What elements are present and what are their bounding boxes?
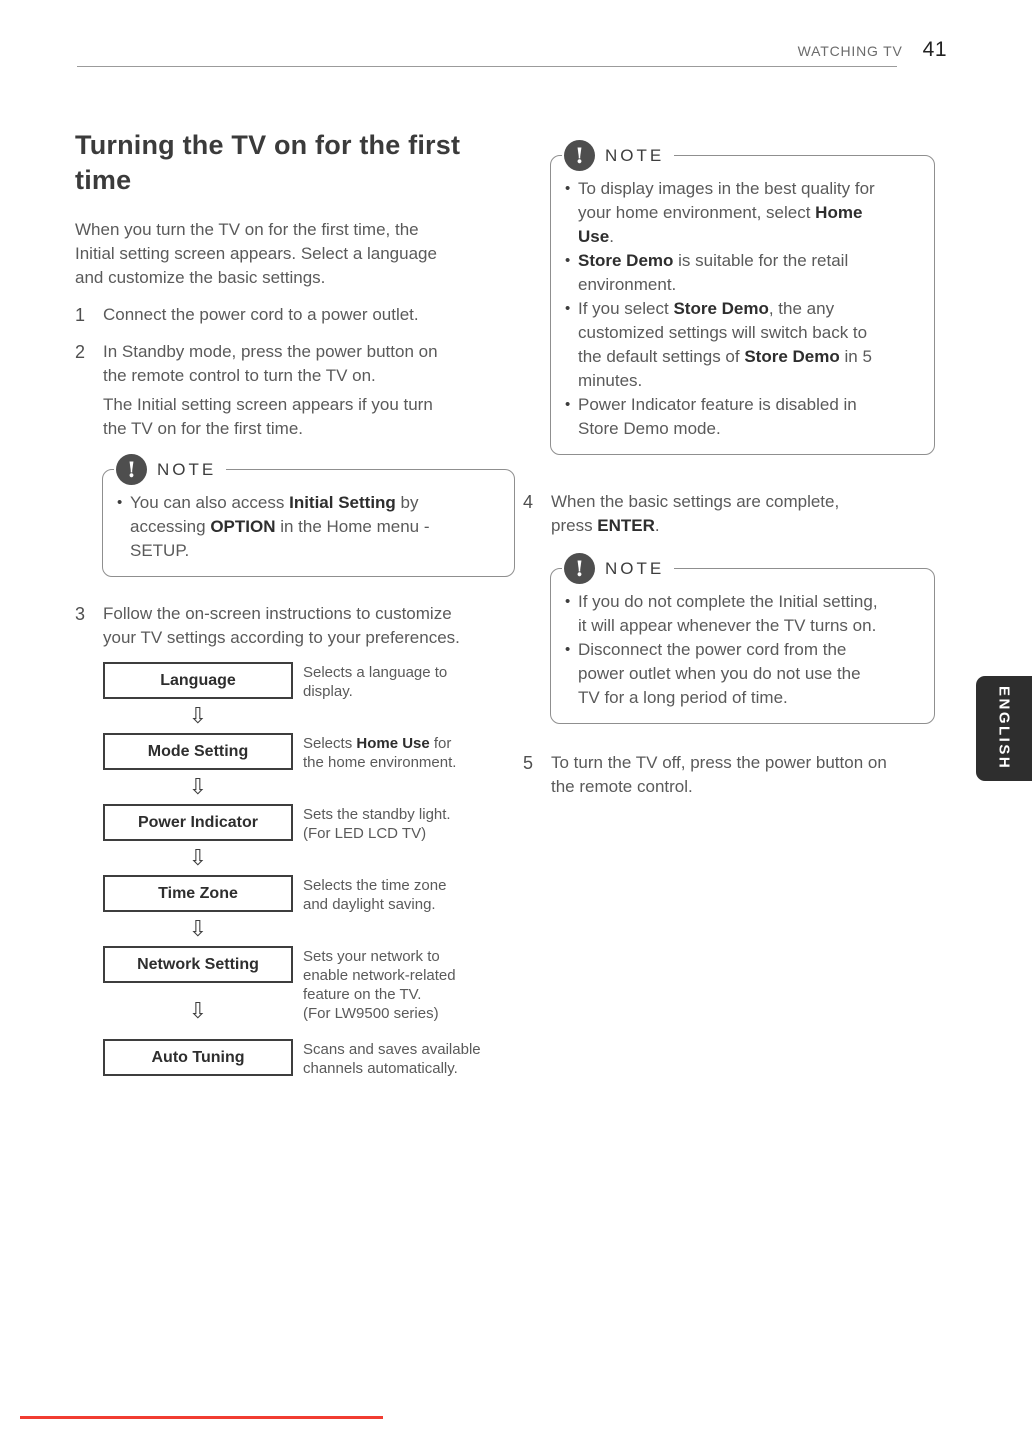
- flow-row-mode-setting: [103, 733, 515, 770]
- note-bullet: • If you select Store Demo, the any customized settings will switch back to the default settings of Store Demo in 5 minutes.: [565, 297, 922, 393]
- note-header: [114, 454, 226, 485]
- step-4-number: 4: [523, 492, 534, 512]
- intro-paragraph: When you turn the TV on for the first time, the Initial setting screen appears. Select a language and customize the basic settings.: [75, 220, 437, 287]
- note-label: NOTE: [605, 145, 665, 165]
- note-bullet: • Store Demo is suitable for the retail environment.: [565, 249, 922, 297]
- note-header: [562, 140, 674, 171]
- flow-desc-language: Selects a language to display.: [303, 664, 448, 700]
- step-2-sub-text: The Initial setting screen appears if you turn the TV on for the first time.: [103, 395, 433, 438]
- right-column: [523, 128, 935, 799]
- step-3-text: Follow the on-screen instructions to customize your TV settings according to your preferences.: [103, 604, 460, 647]
- note-bullet-list: [565, 177, 922, 441]
- flow-box-mode-setting: Mode Setting: [103, 733, 293, 770]
- flow-row-network-setting: [103, 946, 515, 1022]
- language-side-tab-label: ENGLISH: [995, 686, 1013, 771]
- footer-accent-line: [20, 1416, 383, 1419]
- note-bullet: • Power Indicator feature is disabled in Store Demo mode.: [565, 393, 922, 441]
- flow-row-language: [103, 662, 515, 699]
- step-2-main-text: In Standby mode, press the power button on the remote control to turn the TV on.: [103, 342, 438, 385]
- article-title: Turning the TV on for the first time: [75, 130, 461, 195]
- step-5: [523, 751, 935, 799]
- flow-row-auto-tuning: [103, 1039, 515, 1076]
- flow-box-auto-tuning: Auto Tuning: [103, 1039, 293, 1076]
- step-5-text: To turn the TV off, press the power button on the remote control.: [551, 753, 887, 796]
- note-box-right-bottom: [550, 556, 935, 724]
- note-bullet: • If you do not complete the Initial setting, it will appear whenever the TV turns on.: [565, 590, 922, 638]
- note-bullet-list: [565, 590, 922, 710]
- settings-flow-diagram: [103, 662, 515, 1076]
- flow-desc-network-setting: Sets your network to enable network-related feature on the TV. (For LW9500 series): [303, 948, 456, 1022]
- step-5-number: 5: [523, 753, 534, 773]
- note-bullet: • Disconnect the power cord from the power outlet when you do not use the TV for a long period of time.: [565, 638, 922, 710]
- note-label: NOTE: [157, 459, 217, 479]
- flow-desc-mode-setting: Selects Home Use for the home environment.: [303, 735, 457, 771]
- note-label: NOTE: [605, 558, 665, 578]
- step-2-text: [103, 340, 438, 441]
- arrow-down-icon: ⇩: [188, 703, 208, 728]
- step-3: [75, 602, 515, 650]
- header-section-label: WATCHING TV: [797, 43, 903, 59]
- note-header: [562, 553, 674, 584]
- exclamation-icon: !: [564, 553, 595, 584]
- arrow-down-icon: ⇩: [188, 845, 208, 870]
- note-box-right-top: [550, 143, 935, 455]
- flow-box-network-setting: Network Setting: [103, 946, 293, 983]
- flow-row-time-zone: [103, 875, 515, 912]
- step-2: [75, 340, 515, 441]
- arrow-down-icon: ⇩: [188, 916, 208, 941]
- arrow-down-icon: ⇩: [188, 998, 208, 1023]
- flow-row-power-indicator: [103, 804, 515, 841]
- flow-desc-power-indicator: Sets the standby light. (For LED LCD TV): [303, 806, 451, 842]
- flow-desc-auto-tuning: Scans and saves available channels automatically.: [303, 1041, 481, 1077]
- arrow-down-icon: ⇩: [188, 774, 208, 799]
- flow-box-time-zone: Time Zone: [103, 875, 293, 912]
- step-3-number: 3: [75, 604, 86, 624]
- step-1-number: 1: [75, 305, 86, 325]
- note-bullet: • You can also access Initial Setting by accessing OPTION in the Home menu - SETUP.: [117, 491, 502, 563]
- step-1: [75, 303, 515, 327]
- flow-desc-time-zone: Selects the time zone and daylight saving.: [303, 877, 447, 913]
- step-2-number: 2: [75, 342, 86, 362]
- left-column: [75, 128, 515, 1076]
- step-4-text: When the basic settings are complete, press ENTER.: [551, 492, 840, 535]
- exclamation-icon: !: [116, 454, 147, 485]
- page-header: [798, 38, 947, 62]
- step-4: [523, 490, 935, 538]
- language-side-tab: [976, 676, 1032, 781]
- flow-box-power-indicator: Power Indicator: [103, 804, 293, 841]
- step-1-text: Connect the power cord to a power outlet.: [103, 305, 419, 324]
- flow-box-language: Language: [103, 662, 293, 699]
- header-rule: [77, 66, 897, 67]
- note-bullet-list: [117, 491, 502, 563]
- note-bullet: • To display images in the best quality for your home environment, select Home Use.: [565, 177, 922, 249]
- exclamation-icon: !: [564, 140, 595, 171]
- note-box-left: [102, 457, 515, 577]
- page-number: 41: [922, 38, 947, 61]
